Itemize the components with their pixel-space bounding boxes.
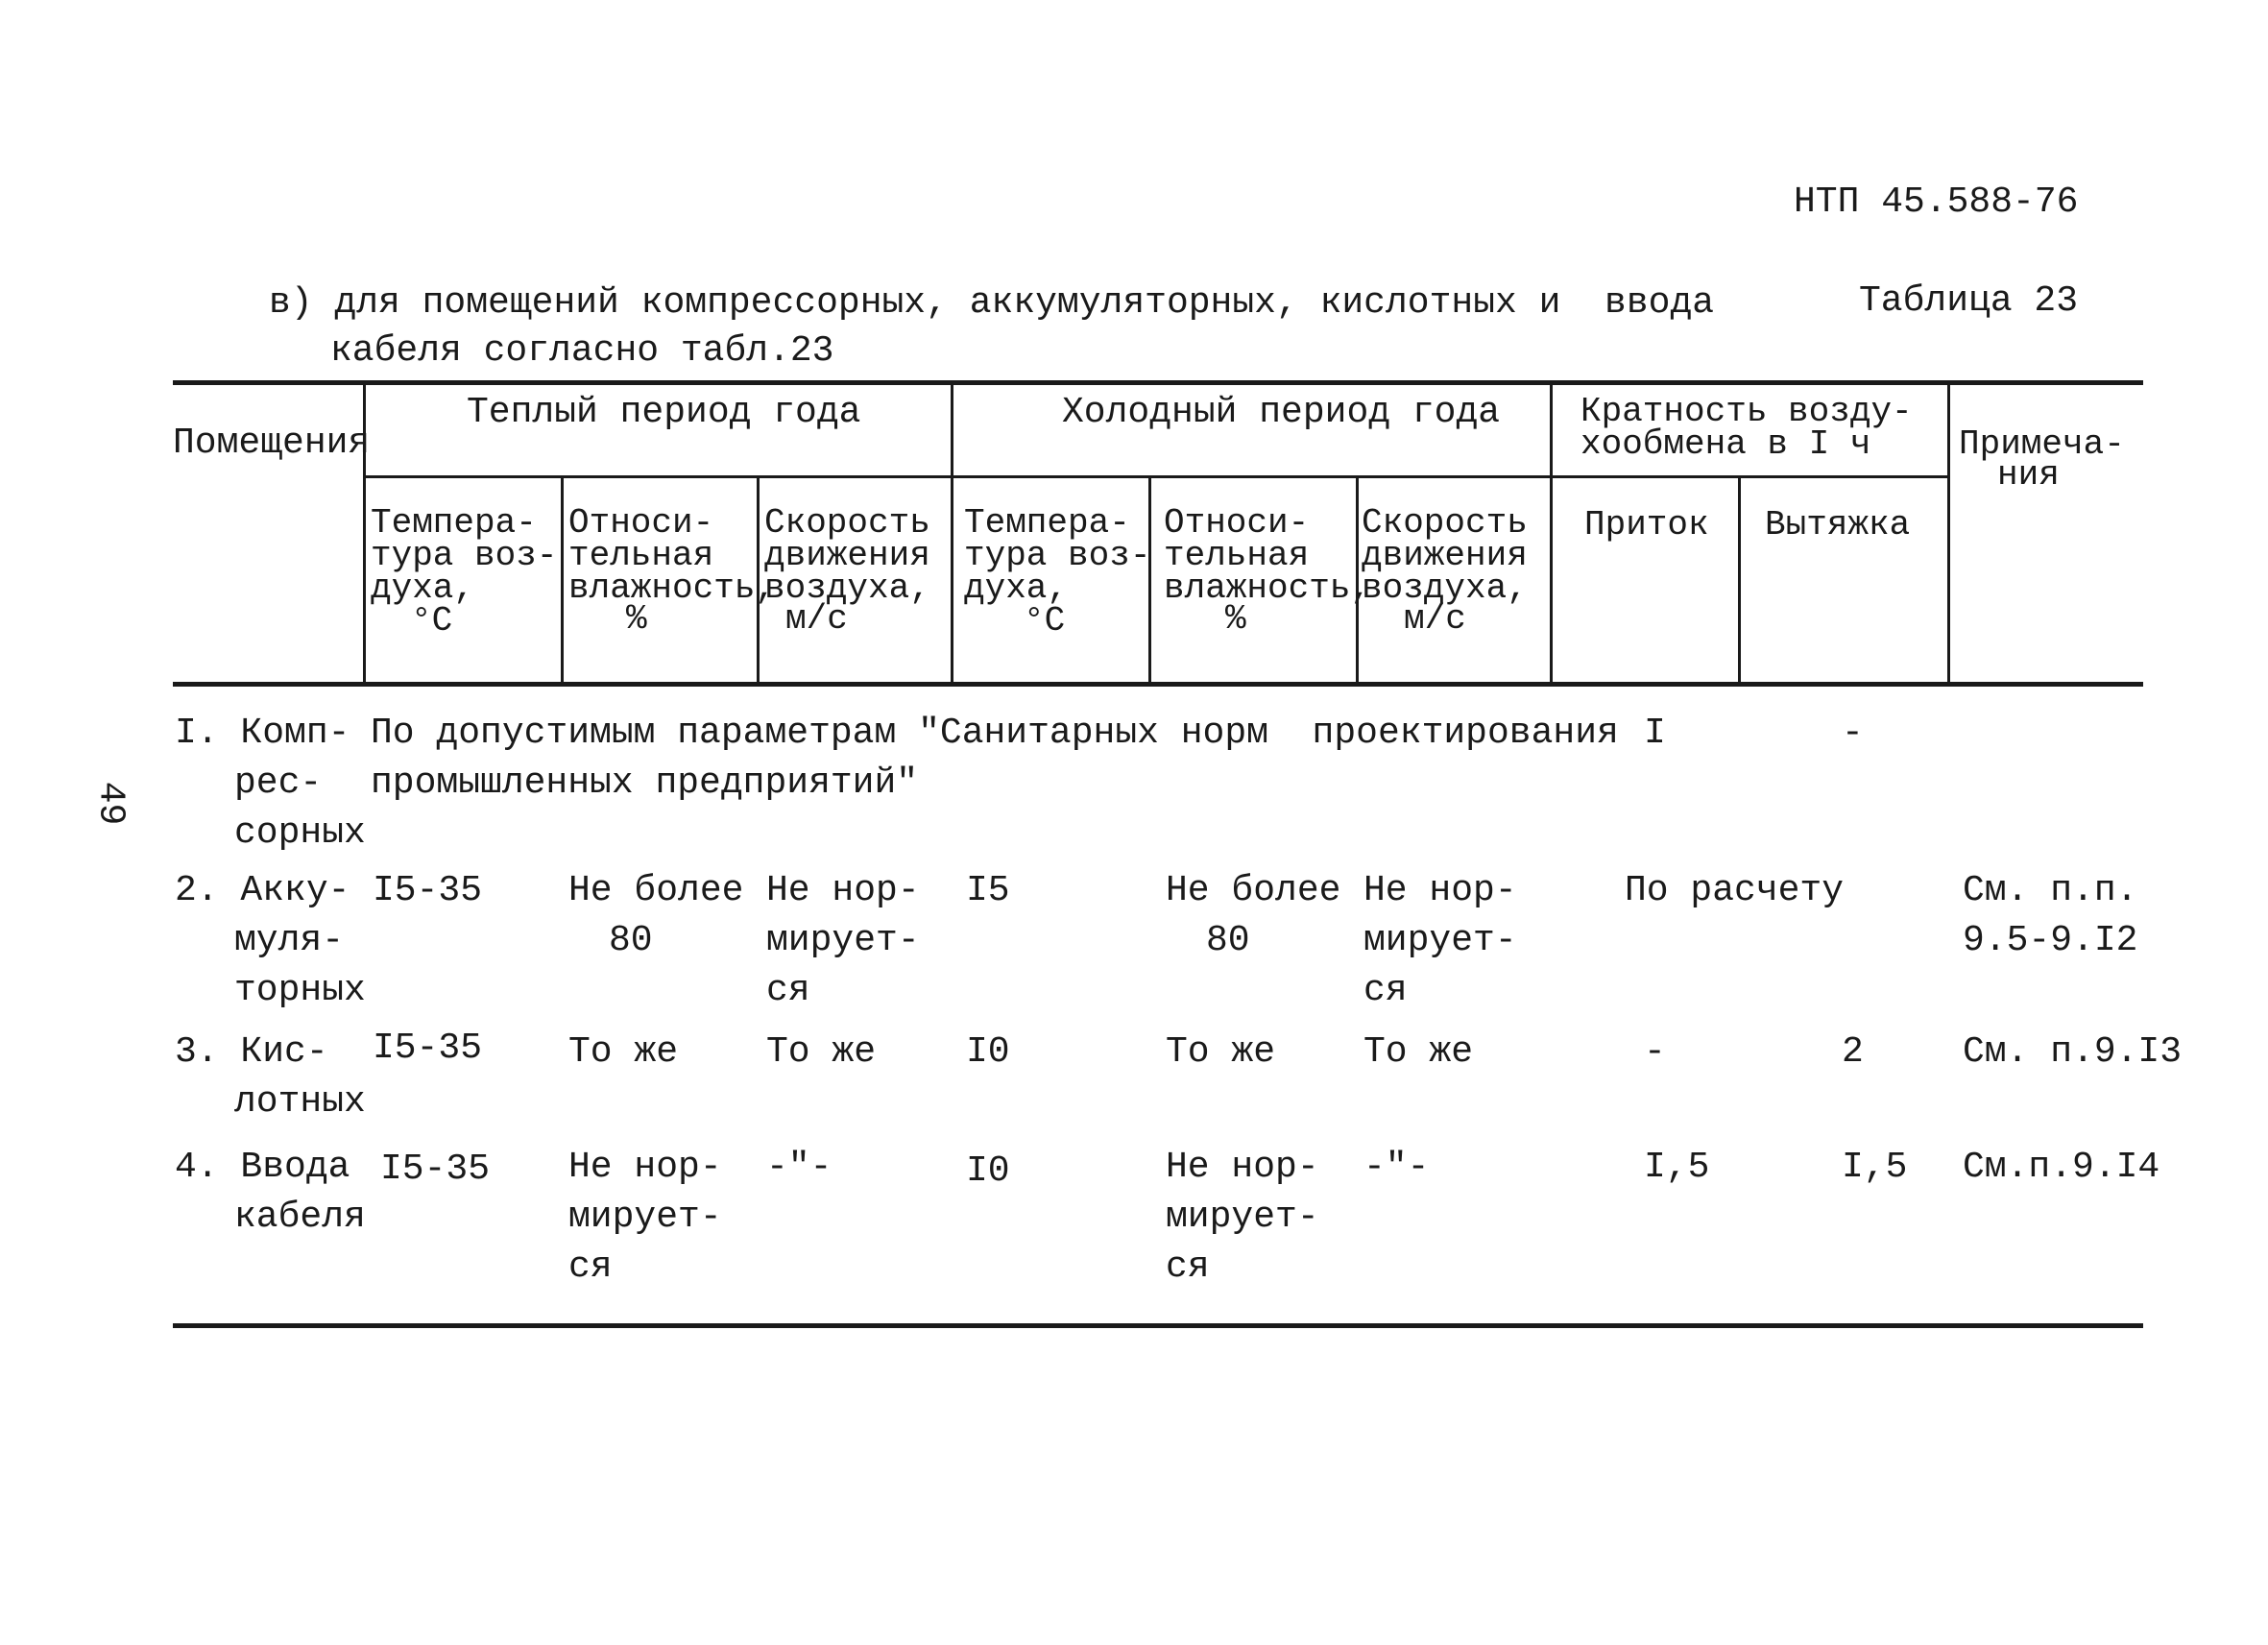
subheader-cold-hum-l2: тельная [1164,536,1310,575]
row1-exhaust: - [1842,713,1864,754]
row4-warm-hum-l1: Не нор- [568,1147,722,1188]
row1-room-l2: рес- [234,762,323,804]
subheader-warm-temp-l2: тура воз- [371,536,558,575]
page-number: 49 [89,781,132,826]
row4-cold-hum-l2: мирует- [1166,1197,1319,1238]
table-top-rule [173,380,2143,385]
subheader-warm-speed-l1: Скорость [764,503,930,543]
col-header-cold-period: Холодный период года [1062,392,1501,433]
row2-notes-l2: 9.5-9.I2 [1963,920,2138,961]
row2-warm-hum-l2: 80 [609,920,653,961]
subheader-cold-temp-unit: °C [1024,601,1066,641]
row4-room-l2: кабеля [234,1197,366,1238]
col-header-exchange-line1: Кратность возду- [1580,392,1913,431]
row3-exhaust: 2 [1842,1031,1864,1073]
col-header-warm-period: Теплый период года [467,392,861,433]
row1-room-l3: сорных [234,812,366,854]
row3-warm-hum: То же [568,1031,679,1073]
subheader-warm-hum-l1: Относи- [568,503,714,543]
row3-cold-temp: I0 [966,1031,1010,1073]
row1-inflow: I [1644,713,1666,754]
row3-warm-speed: То же [766,1031,877,1073]
subheader-cold-temp-l2: тура воз- [964,536,1151,575]
row2-cold-hum-l2: 80 [1206,920,1250,961]
subheader-cold-speed-l3: воздуха, [1362,568,1528,608]
subheader-exhaust: Вытяжка [1765,505,1911,544]
row4-cold-hum-l1: Не нор- [1166,1147,1319,1188]
subheader-warm-speed-l2: движения [764,536,930,575]
cold-subheader-rule [951,475,1550,478]
subheader-warm-hum-l2: тельная [568,536,714,575]
row2-warm-speed-l1: Не нор- [766,870,920,911]
subheader-warm-temp-l1: Темпера- [371,503,537,543]
row4-inflow: I,5 [1644,1147,1710,1188]
row4-room-l1: 4. Ввода [175,1147,350,1188]
subheader-inflow: Приток [1584,505,1709,544]
table-caption-line2: кабеля согласно табл.23 [330,330,834,372]
row3-room-l1: 3. Кис- [175,1031,328,1073]
row4-cold-speed: -"- [1363,1147,1430,1188]
row1-merged-text-l1: По допустимым параметрам "Санитарных норм проектирования [371,713,1619,754]
subheader-cold-hum-l3: влажность, [1164,568,1372,608]
table-number: Таблица 23 [1859,280,2079,322]
col-header-notes-line1: Примеча- [1959,424,2125,464]
row2-exchange: По расчету [1625,870,1845,911]
subheader-cold-hum-l1: Относи- [1164,503,1310,543]
row4-warm-hum-l2: мирует- [568,1197,722,1238]
row2-room-l1: 2. Акку- [175,870,350,911]
subheader-cold-speed-l1: Скорость [1362,503,1528,543]
row4-exhaust: I,5 [1842,1147,1908,1188]
header-bottom-rule [173,682,2143,687]
subheader-cold-temp-l3: духа, [964,568,1069,608]
row1-room-l1: I. Комп- [175,713,350,754]
subheader-warm-speed-unit: м/с [785,599,848,639]
col-rule [1947,384,1950,684]
document-code: НТП 45.588-76 [1794,181,2079,223]
row3-cold-hum: То же [1166,1031,1276,1073]
col-header-rooms: Помещения [173,423,371,464]
row4-warm-hum-l3: ся [568,1246,613,1288]
subheader-cold-speed-l2: движения [1362,536,1528,575]
table-bottom-rule [173,1323,2143,1328]
row2-warm-speed-l2: мирует- [766,920,920,961]
warm-subheader-rule [363,475,987,478]
subheader-warm-temp-l3: духа, [371,568,475,608]
row3-cold-speed: То же [1363,1031,1474,1073]
row4-warm-speed: -"- [766,1147,832,1188]
row2-room-l2: муля- [234,920,345,961]
col-rule [561,477,564,684]
row2-cold-temp: I5 [966,870,1010,911]
row2-cold-speed-l3: ся [1363,970,1408,1011]
row1-merged-text-l2: промышленных предприятий" [371,762,919,804]
row2-cold-hum-l1: Не более [1166,870,1341,911]
subheader-cold-temp-l1: Темпера- [964,503,1130,543]
row2-warm-temp: I5-35 [373,870,483,911]
row2-room-l3: торных [234,970,366,1011]
subheader-warm-temp-unit: °C [411,601,453,641]
subheader-warm-speed-l3: воздуха, [764,568,930,608]
row4-cold-temp: I0 [966,1150,1010,1192]
subheader-warm-hum-l3: влажность, [568,568,777,608]
row4-cold-hum-l3: ся [1166,1246,1210,1288]
col-rule [1550,384,1553,684]
row3-inflow: - [1644,1031,1666,1073]
col-rule [1148,477,1151,684]
row4-warm-temp: I5-35 [380,1149,491,1190]
col-header-exchange-line2: хообмена в I ч [1580,424,1871,464]
subheader-cold-hum-unit: % [1225,599,1246,639]
row2-warm-hum-l1: Не более [568,870,744,911]
row2-notes-l1: См. п.п. [1963,870,2138,911]
row3-room-l2: лотных [234,1081,366,1123]
row2-warm-speed-l3: ся [766,970,810,1011]
row2-cold-speed-l1: Не нор- [1363,870,1517,911]
col-header-notes-line2: ния [1997,455,2060,495]
col-rule [951,384,953,684]
row4-notes: См.п.9.I4 [1963,1147,2160,1188]
subheader-cold-speed-unit: м/с [1404,599,1466,639]
row3-warm-temp: I5-35 [373,1028,483,1069]
row2-cold-speed-l2: мирует- [1363,920,1517,961]
exchange-subheader-rule [1550,475,1947,478]
col-rule [1738,477,1741,684]
table-caption-line1: в) для помещений компрессорных, аккумуляторных, кислотных и ввода [269,282,1715,324]
row3-notes: См. п.9.I3 [1963,1031,2183,1073]
subheader-warm-hum-unit: % [626,599,647,639]
